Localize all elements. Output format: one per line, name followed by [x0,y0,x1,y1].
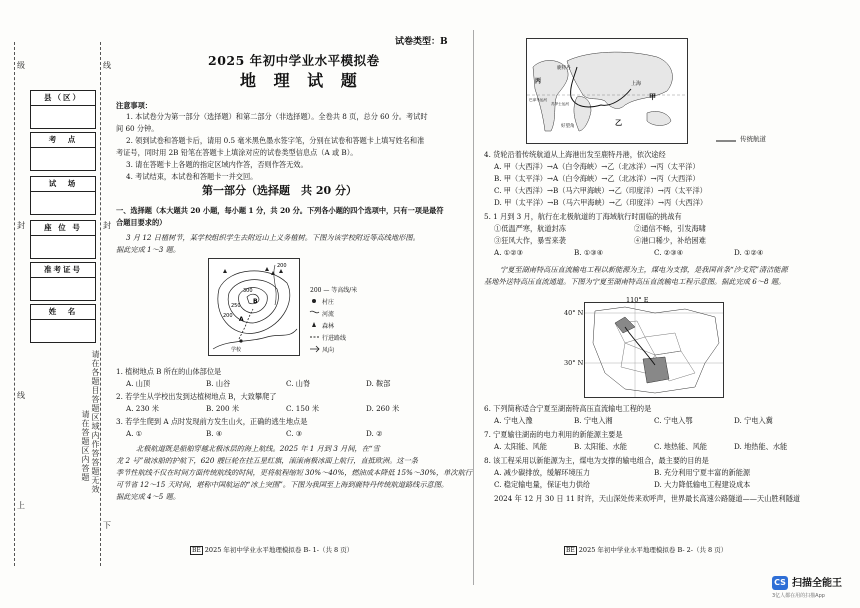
q3-option[interactable]: B. ④ [206,429,223,438]
binding-notice: 请在各题目答题区域内作答答题无效 [91,350,100,494]
column-divider [473,30,474,585]
section-instruction: 一、选择题（本大题共 20 小题，每小题 1 分，共 20 分。下列各小题的四个选项中，只有一项是最符 [116,206,444,215]
q5-statement: ②通信不畅，引发海啸 [634,224,706,233]
map-latitude: 30° N [564,359,584,367]
question-3: 3. 若学生爬到 A 点时发现前方发生山火，正确的逃生地点是 [116,417,308,426]
q5-statement: ④港口稀少，补给困难 [634,236,706,245]
map-label-jia: 甲 [649,93,656,101]
passage-3: 宁夏至湖南特高压直流输电工程以新能源为主，煤电为支撑，是我国首条“沙戈荒”清洁能源 [500,265,788,274]
passage-1: 据此完成 1～3 题。 [116,245,181,254]
part-one-heading: 第一部分（选择题 共 20 分） [202,184,357,197]
map-label: 200 [277,263,287,269]
q6-option[interactable]: C. 宁电入鄂 [654,416,693,425]
note-line: 间 60 分钟。 [116,124,159,133]
q1-option[interactable]: D. 鞍部 [366,379,391,388]
question-2: 2. 若学生从学校出发到达植树地点 B，大致攀爬了 [116,392,277,401]
passage-2: 季节性航线不仅在时间方面传统航线的时间，更将航程缩短 30%～40%，燃油成本降低 15%～30%，单次航行 [116,468,472,477]
q6-option[interactable]: D. 宁电入冀 [734,416,773,425]
page-1 [110,0,470,608]
note-line: 考证号，同时用 2B 铅笔在答题卡上填涂对应的试卷类型信息点（A 或 B）。 [116,148,358,157]
map-latitude: 40° N [564,309,584,317]
passage-2: 龙 2 号”破冰船的护航下，620 艘巨轮在挂五星红旗，滚滚南极冰面上航行，直抵欧洲。这一条 [116,456,418,465]
q8-option[interactable]: D. 大力降低输电工程建设成本 [654,480,751,489]
q6-option[interactable]: B. 宁电入湘 [574,416,613,425]
map-longitude: 110° E [626,296,649,304]
binding-char: 级 [17,61,25,70]
map-label-shanghai: 上海 [631,81,642,87]
q4-option[interactable]: C. 甲（大西洋）→B（马六甲海峡）→乙（印度洋）→丙（太平洋） [494,186,707,195]
q2-option[interactable]: B. 200 米 [206,404,240,413]
q4-option[interactable]: B. 甲（太平洋）→A（白令海峡）→乙（北冰洋）→丙（大西洋） [494,174,700,183]
q5-option[interactable]: D. ①②④ [734,248,764,257]
map-point-a: A [239,316,244,323]
q1-option[interactable]: B. 山谷 [206,379,231,388]
page-footer: BE 2025 年初中学业水平地理模拟卷 B- 2-（共 8 页） [566,546,728,554]
note-line: 4. 考试结束，本试卷和答题卡一并交回。 [126,172,258,181]
map-point-b: B [253,298,258,305]
county-field[interactable]: 县（区） [30,90,96,129]
exam-title: 2025 年初中学业水平模拟卷 [208,53,380,68]
passage-3: 基地外送特高压直流通道。下图为宁夏至湖南特高压直流输电工程示意图。据此完成 6～8 题。 [484,277,786,286]
q5-option[interactable]: C. ②③④ [654,248,684,257]
q5-statement: ①低温严寒，航道封冻 [494,224,566,233]
map-label-rotterdam: 鹿特丹 [557,66,571,71]
shipping-route-svg [527,39,687,143]
passage-1: 3 月 12 日植树节，某学校组织学生去附近山上义务植树。下图为该学校附近等高线地形图。 [126,233,420,242]
contour-map-svg [209,259,299,355]
binding-char: 上 [17,501,25,510]
passage-2: 可节省 12～15 天时间，堪称中国航运的“冰上突围”。下图为我国至上海到鹿特丹传统航道路线示意图。 [116,480,449,489]
q5-option[interactable]: A. ①②③ [494,248,524,257]
q7-option[interactable]: C. 地热能、风能 [654,442,707,451]
binding-char: 下 [103,521,111,530]
q7-option[interactable]: D. 地热能、水能 [734,442,788,451]
q4-option[interactable]: A. 甲（大西洋）→A（白令海峡）→乙（北冰洋）→丙（太平洋） [494,162,700,171]
page-footer: BE 2025 年初中学业水平地理模拟卷 B- 1-（共 8 页） [192,546,354,554]
q3-option[interactable]: D. ② [366,429,383,438]
route-legend: 传统航道 [740,135,766,143]
passage-4: 2024 年 12 月 30 日 11 时许，天山深处传来欢呼声，世界最长高速公路隧道——天山胜利隧道 [494,494,801,503]
map-label-cape: 好望角 [561,124,575,129]
map-label-bing: 丙 [535,78,542,85]
legend-item: 森林 [322,323,335,330]
legend-item: 村庄 [322,299,335,306]
note-line: 3. 请在答题卡上各题的指定区域内作答，否则作答无效。 [126,160,308,169]
q2-option[interactable]: D. 260 米 [366,404,400,413]
subject-title: 地 理 试 题 [240,71,363,90]
route-legend-symbol [716,138,736,144]
note-line: 1. 本试卷分为第一部分（选择题）和第二部分（非选择题）。全卷共 8 页，总分 60 分。考试时 [126,112,428,121]
question-6: 6. 下列简称适合宁夏至湖南特高压直流输电工程的是 [484,404,652,413]
map-label: 300 [243,288,253,294]
q5-option[interactable]: B. ①③④ [574,248,604,257]
name-field[interactable]: 姓 名 [30,304,96,343]
contour-map [208,258,300,356]
scanner-slogan: 3亿人都在用的扫描App [772,593,825,599]
passage-2: 据此完成 4～5 题。 [116,492,181,501]
question-1: 1. 植树地点 B 所在的山体部位是 [116,367,222,376]
q3-option[interactable]: C. ③ [286,429,303,438]
legend-item: 河流 [322,311,335,318]
paper-type: 试卷类型：B [395,37,448,47]
legend-item: 风向 [322,347,335,354]
binding-char: 线 [17,391,25,400]
binding-char: 封 [103,221,111,230]
legend-item: 行进路线 [322,335,347,342]
scanner-watermark [772,574,854,604]
q8-option[interactable]: C. 稳定输电量，保证电力供给 [494,480,591,489]
passage-2: 北极航道既是船舶穿越北极冰层的海上航线。2025 年 1 月到 3 月间，在“雪 [136,444,380,453]
note-line: 2. 领到试卷和答题卡后，请用 0.5 毫米黑色墨水签字笔，分别在试卷和答题卡上填写姓名和准 [126,136,425,145]
question-5: 5. 1 月到 3 月，航行在北极航道的丁海域航行时面临的挑战有 [484,212,682,221]
exam-room-field[interactable]: 试 场 [30,176,96,215]
binding-char: 封 [17,221,25,230]
map-label: 250 [231,303,241,309]
q3-option[interactable]: A. ① [126,429,143,438]
shipping-route-map [526,38,688,144]
legend-item: 200 — 等高线/米 [310,287,358,294]
question-8: 8. 该工程采用以新能源为主，煤电为支撑的输电组合，最主要的目的是 [484,456,709,465]
transmission-map [584,302,724,398]
question-7: 7. 宁夏输往湖南的电力利用的新能源主要是 [484,430,623,439]
binding-notice: 请在答题区内答题 [81,410,90,482]
legend-symbols [309,296,321,356]
map-label-panama: 巴拿马运河 [529,98,547,102]
q4-option[interactable]: D. 甲（太平洋）→B（马六甲海峡）→乙（印度洋）→丙（大西洋） [494,198,708,207]
q7-option[interactable]: A. 太阳能、风能 [494,442,547,451]
seat-number-field[interactable]: 座 位 号 [30,220,96,259]
binding-strip [0,0,111,608]
q1-option[interactable]: C. 山脊 [286,379,311,388]
notes-heading: 注意事项： [116,101,152,110]
question-4: 4. 货轮沿着传统航道从上海港出发至鹿特丹港，依次途经 [484,150,666,159]
transmission-map-svg [585,303,723,397]
scanner-logo: CS [772,576,788,590]
section-instruction: 合题目要求的） [116,218,167,227]
q6-option[interactable]: A. 宁电入豫 [494,416,533,425]
q7-option[interactable]: B. 太阳能、水能 [574,442,627,451]
q2-option[interactable]: A. 230 米 [126,404,159,413]
map-label-school: 学校 [231,347,242,353]
map-label: 200 [223,313,233,319]
q2-option[interactable]: C. 150 米 [286,404,320,413]
exam-site-field[interactable]: 考 点 [30,132,96,171]
q8-option[interactable]: A. 减少碳排放，缓解环境压力 [494,468,591,477]
cut-line [14,42,15,566]
binding-char: 线 [103,61,111,70]
q1-option[interactable]: A. 山顶 [126,379,151,388]
scanner-name: 扫描全能王 [792,578,842,589]
ticket-number-field[interactable]: 准考证号 [30,262,96,301]
map-label-suez: 苏伊士运河 [551,102,569,106]
page-2 [478,0,830,608]
map-label-yi: 乙 [615,119,622,127]
q8-option[interactable]: B. 充分利用宁夏丰富的新能源 [654,468,751,477]
q5-statement: ③狂风大作，暴雪来袭 [494,236,566,245]
